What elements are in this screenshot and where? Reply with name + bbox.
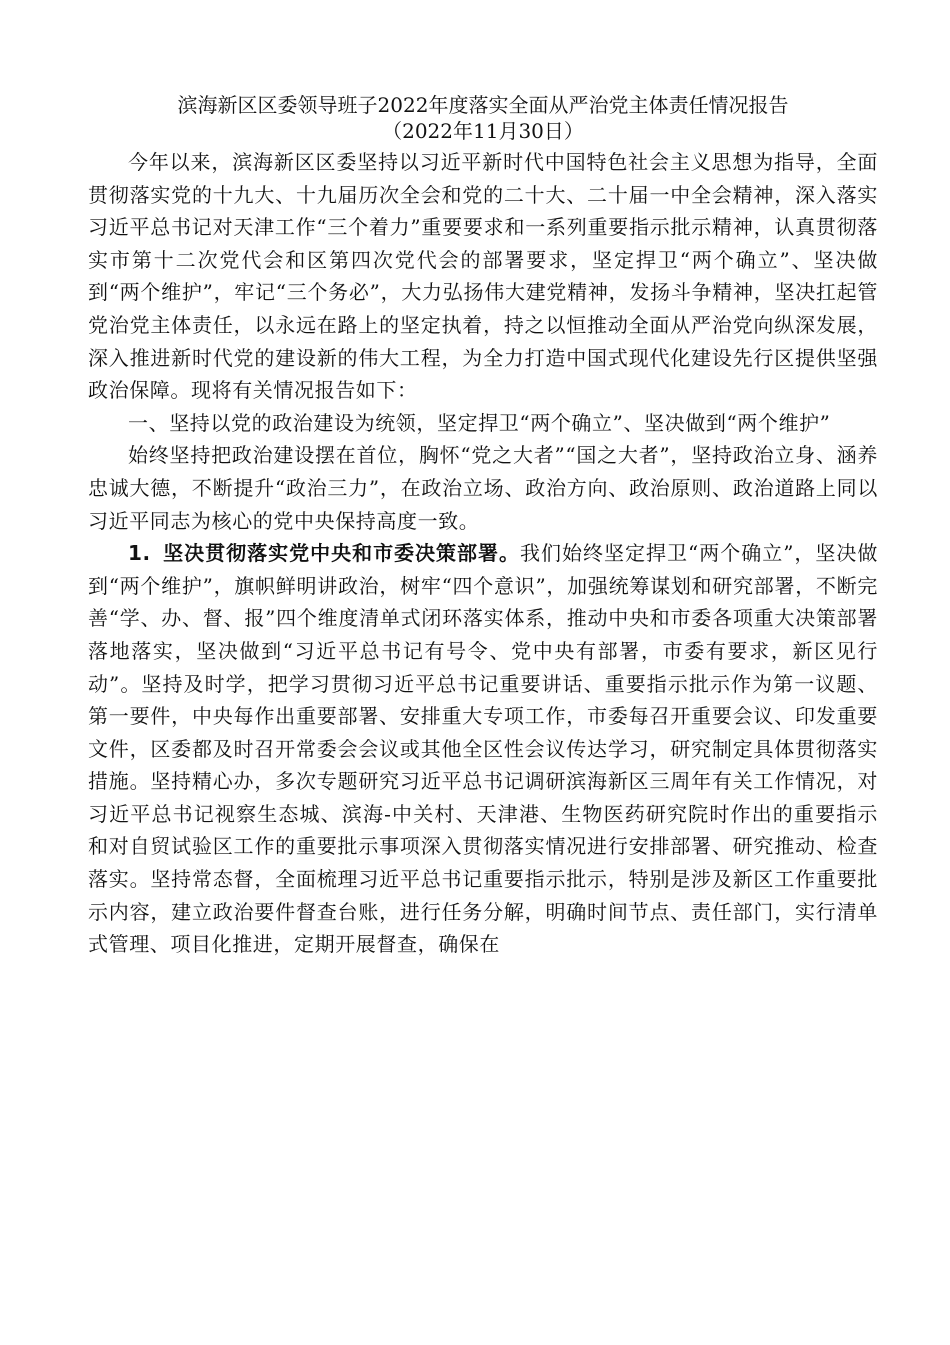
section-1-intro-paragraph: 始终坚持把政治建设摆在首位，胸怀“党之大者”“国之大者”，坚持政治立身、涵养忠诚大德，不断提升“政治三力”，在政治立场、政治方向、政治原则、政治道路上同以习近平同志为核心的党中央保持高度一致。: [88, 443, 878, 533]
document-date: （2022年11月30日）: [382, 119, 584, 143]
section-1-heading: 一、坚持以党的政治建设为统领，坚定捍卫“两个确立”、坚决做到“两个维护”: [128, 410, 831, 435]
intro-paragraph: 今年以来，滨海新区区委坚持以习近平新时代中国特色社会主义思想为指导，全面贯彻落实党的十九大、十九届历次全会和党的二十大、二十届一中全会精神，深入落实习近平总书记对天津工作“三个着力”重要要求和一系列重要指示批示精神，认真贯彻落实市第十二次党代会和区第四次党代会的部署要求，坚定捍卫“两个确立”、坚决做到“两个维护”，牢记“三个务必”，大力弘扬伟大建党精神，发扬斗争精神，坚决扛起管党治党主体责任，以永远在路上的坚定执着，持之以恒推动全面从严治党向纵深发展，深入推进新时代党的建设新的伟大工程，为全力打造中国式现代化建设先行区提供坚强政治保障。现将有关情况报告如下：: [88, 150, 878, 403]
item-1-number: 1.: [128, 541, 151, 566]
item-1-body: 我们始终坚定捍卫“两个确立”，坚决做到“两个维护”，旗帜鲜明讲政治，树牢“四个意识”，加强统筹谋划和研究部署，不断完善“学、办、督、报”四个维度清单式闭环落实体系，推动中央和市委各项重大决策部署落地落实，坚决做到“习近平总书记有号令、党中央有部署，市委有要求，新区见行动”。坚持及时学，把学习贯彻习近平总书记重要讲话、重要指示批示作为第一议题、第一要件，中央每作出重要部署、安排重大专项工作，市委每召开重要会议、印发重要文件，区委都及时召开常委会会议或其他全区性会议传达学习，研究制定具体贯彻落实措施。坚持精心办，多次专题研究习近平总书记调研滨海新区三周年有关工作情况，对习近平总书记视察生态城、滨海-中关村、天津港、生物医药研究院时作出的重要指示和对自贸试验区工作的重要批示事项深入贯彻落实情况进行安排部署、研究推动、检查落实。坚持常态督，全面梳理习近平总书记重要指示批示，特别是涉及新区工作重要批示内容，建立政治要件督查台账，进行任务分解，明确时间节点、责任部门，实行清单式管理、项目化推进，定期开展督查，确保在: [88, 541, 878, 957]
item-1-paragraph: [88, 537, 878, 961]
item-1-lead: 坚决贯彻落实党中央和市委决策部署。: [162, 541, 521, 566]
document-body: [88, 92, 878, 961]
document-title: 滨海新区区委领导班子2022年度落实全面从严治党主体责任情况报告: [177, 93, 789, 117]
